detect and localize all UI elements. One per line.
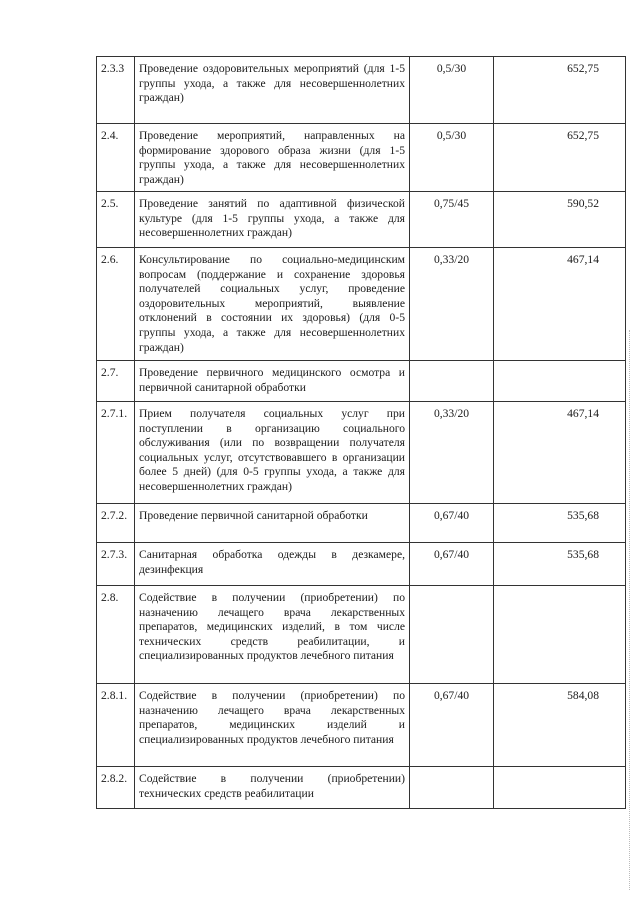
service-time: 0,67/40: [410, 543, 494, 586]
row-number: 2.7.2.: [97, 504, 135, 543]
service-price: [494, 767, 626, 809]
service-name: Проведение занятий по адаптивной физической культуре (для 1-5 группы ухода, а также для несовершеннолетних граждан): [135, 192, 410, 248]
row-number: 2.8.: [97, 586, 135, 684]
service-price: 467,14: [494, 402, 626, 504]
table-row: [97, 684, 626, 767]
service-price: 652,75: [494, 57, 626, 124]
scan-edge-marks: [627, 330, 630, 890]
service-name: Проведение мероприятий, направленных на формирование здорового образа жизни (для 1-5 группы ухода, а также для несовершеннолетних граждан): [135, 124, 410, 192]
service-name: Прием получателя социальных услуг при поступлении в организацию социального обслуживания (или по возвращении получателя социальных услуг, отсутствовавшего в организации более 5 дней) (для 0-5 группы ухода, а также для несовершеннолетних граждан): [135, 402, 410, 504]
table-row: [97, 192, 626, 248]
service-price: [494, 586, 626, 684]
table-row: [97, 57, 626, 124]
service-name: Содействие в получении (приобретении) по назначению лечащего врача лекарственных препаратов, медицинских изделий и специализированных продуктов лечебного питания: [135, 684, 410, 767]
row-number: 2.8.2.: [97, 767, 135, 809]
table-row: [97, 124, 626, 192]
row-number: 2.8.1.: [97, 684, 135, 767]
service-name: Содействие в получении (приобретении) технических средств реабилитации: [135, 767, 410, 809]
table-row: [97, 586, 626, 684]
row-number: 2.4.: [97, 124, 135, 192]
services-table-body: [97, 57, 626, 809]
service-name: Содействие в получении (приобретении) по назначению лечащего врача лекарственных препаратов, медицинских изделий, в том числе технических средств реабилитации, и специализированных продуктов лечебного питания: [135, 586, 410, 684]
table-row: [97, 767, 626, 809]
service-price: 535,68: [494, 504, 626, 543]
table-row: [97, 402, 626, 504]
row-number: 2.5.: [97, 192, 135, 248]
service-price: 652,75: [494, 124, 626, 192]
service-time: 0,33/20: [410, 248, 494, 361]
service-name: Проведение оздоровительных мероприятий (для 1-5 группы ухода, а также для несовершеннолетних граждан): [135, 57, 410, 124]
table-row: [97, 248, 626, 361]
service-price: 467,14: [494, 248, 626, 361]
row-number: 2.7.: [97, 361, 135, 402]
service-name: Проведение первичного медицинского осмотра и первичной санитарной обработки: [135, 361, 410, 402]
row-number: 2.3.3: [97, 57, 135, 124]
service-time: 0,75/45: [410, 192, 494, 248]
service-time: 0,5/30: [410, 57, 494, 124]
service-price: [494, 361, 626, 402]
row-number: 2.7.1.: [97, 402, 135, 504]
service-time: [410, 586, 494, 684]
service-time: [410, 767, 494, 809]
table-row: [97, 543, 626, 586]
service-time: 0,67/40: [410, 684, 494, 767]
service-price: 590,52: [494, 192, 626, 248]
service-time: 0,5/30: [410, 124, 494, 192]
service-time: 0,67/40: [410, 504, 494, 543]
row-number: 2.6.: [97, 248, 135, 361]
service-price: 584,08: [494, 684, 626, 767]
service-price: 535,68: [494, 543, 626, 586]
table-row: [97, 361, 626, 402]
service-name: Консультирование по социально-медицинским вопросам (поддержание и сохранение здоровья получателей социальных услуг, проведение оздоровительных мероприятий, выявление отклонений в состоянии их здоровья) (для 0-5 группы ухода, а также для несовершеннолетних граждан): [135, 248, 410, 361]
table-row: [97, 504, 626, 543]
service-time: [410, 361, 494, 402]
service-name: Санитарная обработка одежды в дезкамере, дезинфекция: [135, 543, 410, 586]
row-number: 2.7.3.: [97, 543, 135, 586]
service-time: 0,33/20: [410, 402, 494, 504]
services-table: [96, 56, 626, 809]
service-name: Проведение первичной санитарной обработки: [135, 504, 410, 543]
